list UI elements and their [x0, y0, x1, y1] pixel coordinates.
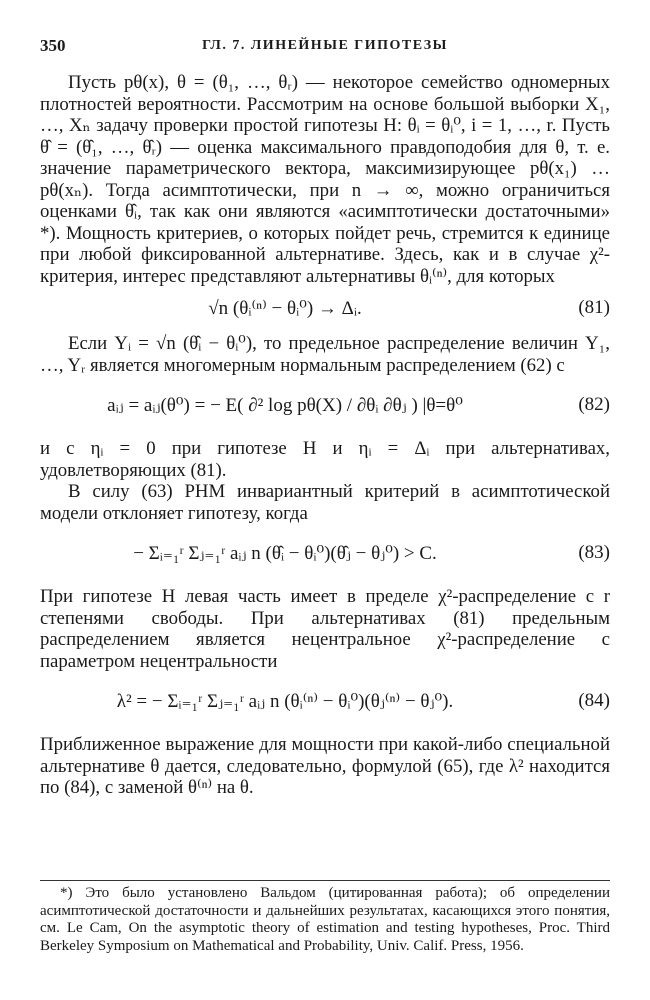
chapter-title: ГЛ. 7. ЛИНЕЙНЫЕ ГИПОТЕЗЫ [202, 38, 448, 53]
formula-82-expression: aᵢⱼ = aᵢⱼ(θ⁰) = − E( ∂² log pθ(X) / ∂θᵢ ∂θⱼ ) |θ=θ⁰ [107, 395, 463, 416]
formula-84-number: (84) [578, 690, 610, 711]
paragraph-chi-square: При гипотезе H левая часть имеет в пределе χ²-распределение с r степенями свободы. При альтернативах (81) предельным распределением является нецентральное χ²-распределение с параметром нецентральности [40, 586, 610, 672]
paragraph-intro: Пусть pθ(x), θ = (θ₁, …, θᵣ) — некоторое семейство одномерных плотностей вероятности. Рассмотрим на основе большой выборки X₁, …, Xₙ задачу проверки простой гипотезы H: θᵢ = θᵢ⁰, i = 1, …, r. Пусть θ̂ = (θ̂₁, …, θ̂ᵣ) — оценка максимального правдоподобия для θ, т. е. значение параметрического вектора, максимизирующее pθ(x₁) … pθ(xₙ). Тогда асимптотически, при n → ∞, можно ограничиться оценками θ̂ᵢ, так как они являются «асимптотически достаточными» *). Мощность критериев, о которых пойдет речь, стремится к единице при любой фиксированной альтернативе. Здесь, как и в случае χ²-критерия, интерес представляют альтернативы θᵢ⁽ⁿ⁾, для которых [40, 72, 610, 287]
formula-84 [40, 672, 610, 734]
paragraph-power-approximation: Приближенное выражение для мощности при какой-либо специальной альтернативе θ дается, следовательно, формулой (65), где λ² находится по (84), с заменой θ⁽ⁿ⁾ на θ. [40, 734, 610, 798]
formula-83 [40, 524, 610, 586]
paragraph-limit-distribution: Если Yᵢ = √n (θ̂ᵢ − θᵢ⁰), то предельное распределение величин Y₁, …, Yᵣ является многомерным нормальным распределением (62) с [40, 333, 610, 376]
formula-81-expression: √n (θᵢ⁽ⁿ⁾ − θᵢ⁰) → Δᵢ. [208, 298, 362, 319]
paragraph-eta: и с ηᵢ = 0 при гипотезе H и ηᵢ = Δᵢ при альтернативах, удовлетворяющих (81). [40, 438, 610, 481]
paragraph-invariant-test: В силу (63) РНМ инвариантный критерий в асимптотической модели отклоняет гипотезу, когда [40, 481, 610, 524]
running-header [40, 36, 610, 58]
footnote [40, 880, 610, 955]
formula-84-expression: λ² = − Σᵢ₌₁ʳ Σⱼ₌₁ʳ aᵢⱼ n (θᵢ⁽ⁿ⁾ − θᵢ⁰)(θⱼ⁽ⁿ⁾ − θⱼ⁰). [116, 691, 454, 712]
formula-81 [40, 287, 610, 333]
formula-82-number: (82) [578, 394, 610, 415]
formula-82 [40, 376, 610, 438]
footnote-text: *) Это было установлено Вальдом (цитированная работа); об определении асимптотической достаточности и дальнейших результатах, касающихся этого понятия, см. Le Cam, On the asymptotic theory of estimation and testing hypotheses, Proc. Third Berkeley Symposium on Mathematical and Probability, Univ. Calif. Press, 1956. [40, 885, 610, 954]
formula-81-number: (81) [578, 297, 610, 318]
formula-83-expression: − Σᵢ₌₁ʳ Σⱼ₌₁ʳ aᵢⱼ n (θ̂ᵢ − θᵢ⁰)(θ̂ⱼ − θⱼ⁰) > C. [133, 543, 437, 564]
page-number: 350 [40, 36, 66, 55]
formula-83-number: (83) [578, 542, 610, 563]
main-text [40, 72, 610, 799]
